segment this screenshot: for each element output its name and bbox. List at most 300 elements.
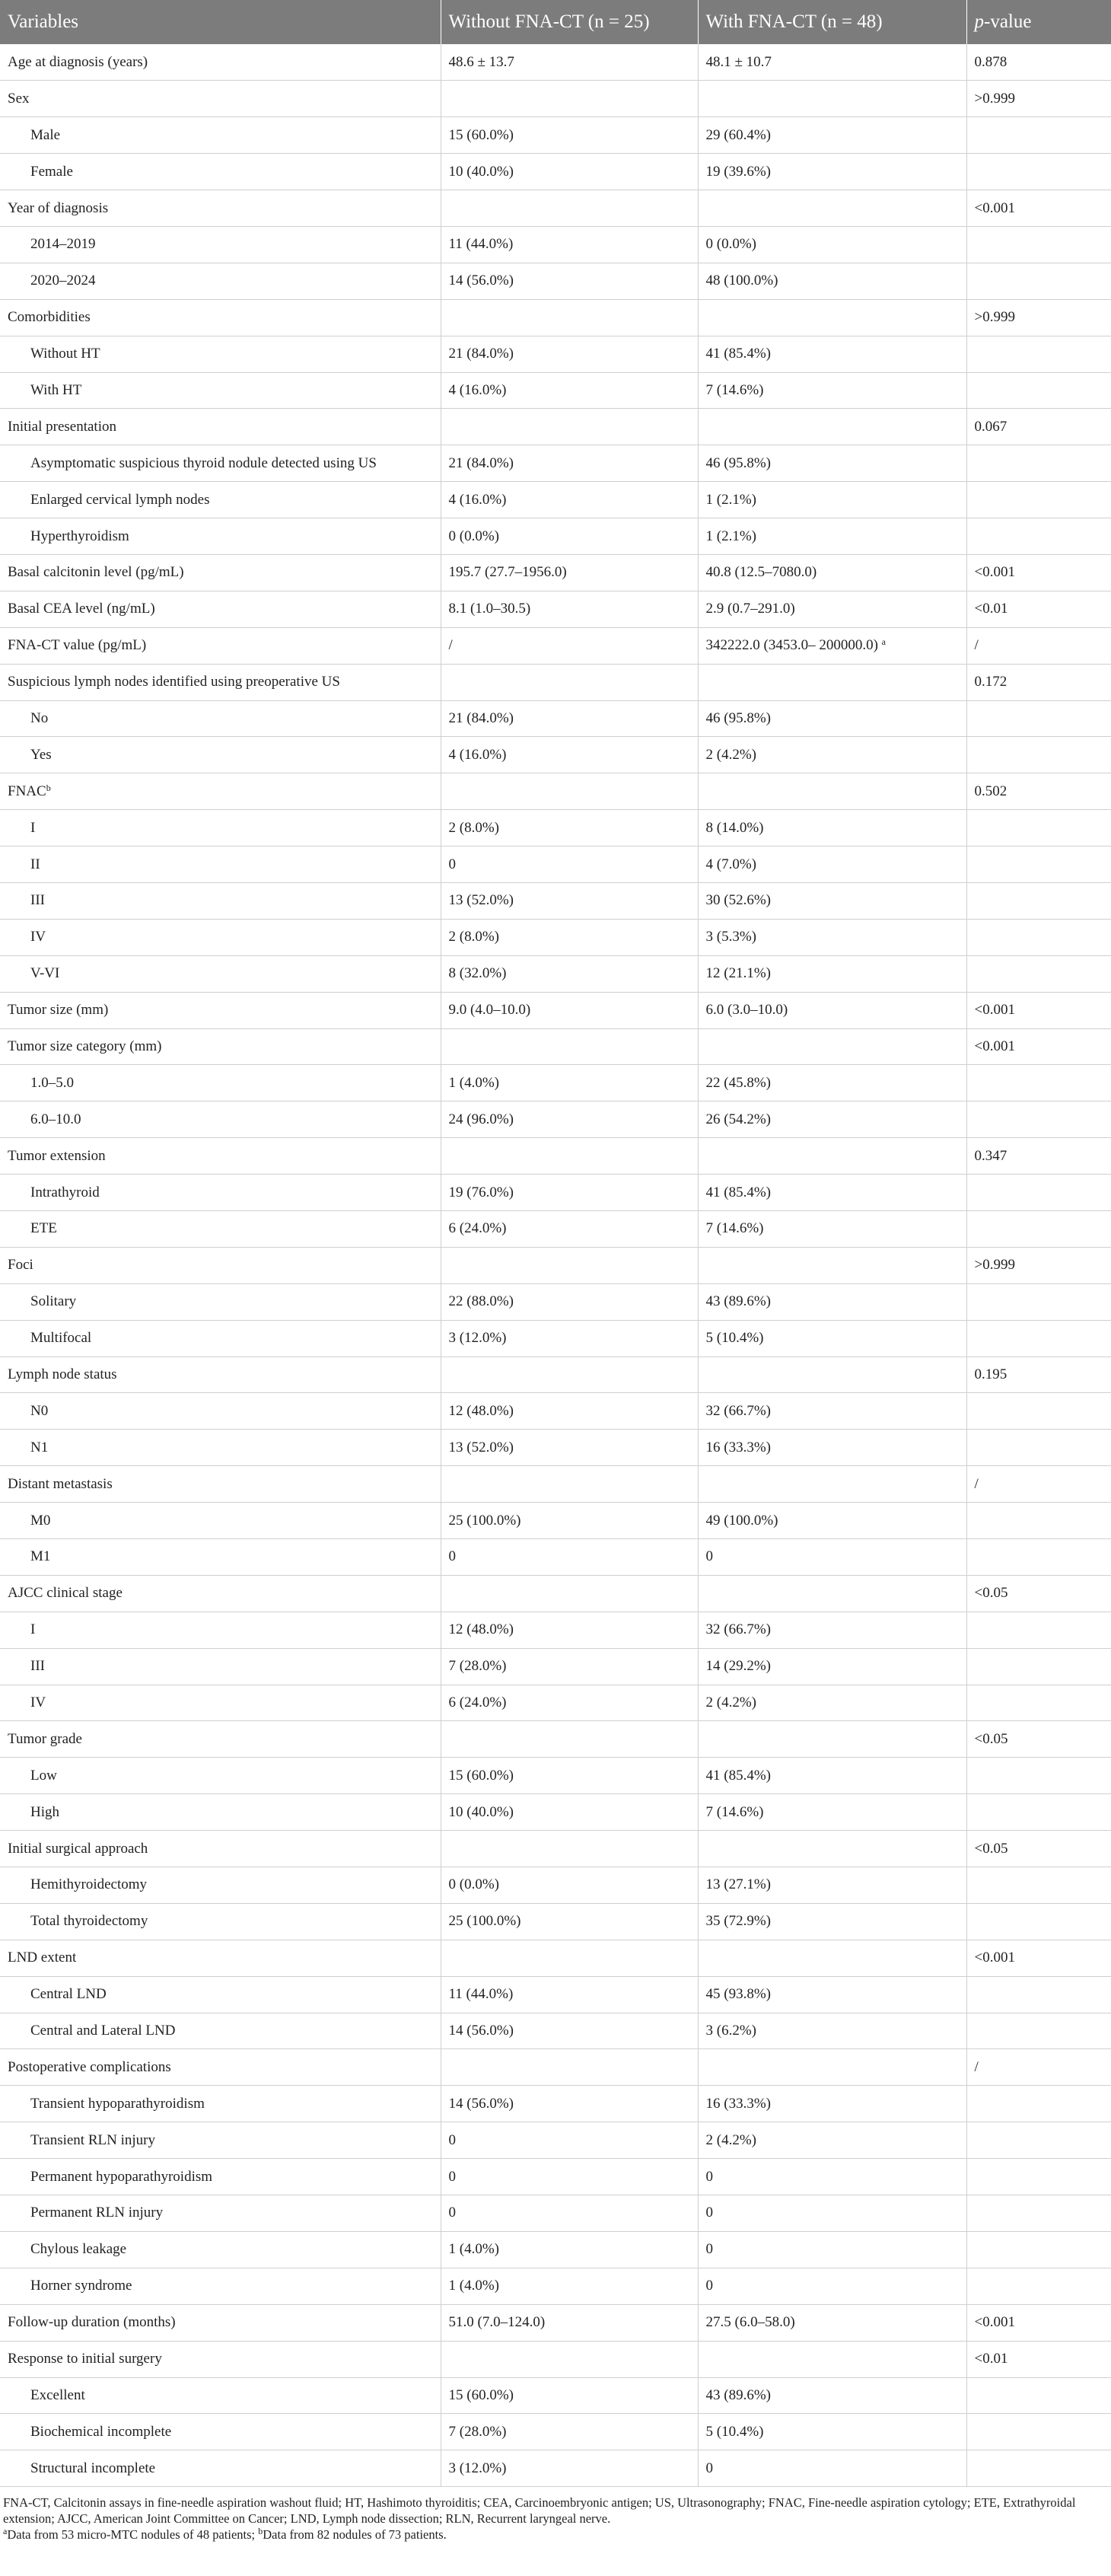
variable-cell-text: ETE xyxy=(30,1220,57,1237)
variable-cell-text: III xyxy=(30,892,45,909)
without-fna-ct-cell xyxy=(441,1903,698,1940)
table-row-subcategory xyxy=(0,1685,1111,1721)
variable-cell-text: N0 xyxy=(30,1402,49,1419)
with-fna-ct-cell xyxy=(698,1175,966,1211)
variable-cell-text: III xyxy=(30,1658,45,1675)
header-p-letter: p xyxy=(974,11,984,32)
p-value-cell-text: <0.001 xyxy=(974,1002,1015,1019)
variable-cell xyxy=(0,1393,441,1430)
without-fna-ct-cell xyxy=(441,1940,698,1976)
with-fna-ct-cell-text: 32 (66.7%) xyxy=(705,1621,771,1638)
variable-cell xyxy=(0,1721,441,1758)
with-fna-ct-cell-text: 48.1 ± 10.7 xyxy=(705,53,772,70)
p-value-cell-text: / xyxy=(974,1475,979,1492)
without-fna-ct-cell xyxy=(441,1028,698,1065)
with-fna-ct-cell xyxy=(698,2159,966,2195)
table-row-subcategory xyxy=(0,700,1111,737)
p-value-cell-text: >0.999 xyxy=(974,309,1015,326)
variable-cell xyxy=(0,1867,441,1904)
variable-cell xyxy=(0,1903,441,1940)
with-fna-ct-cell xyxy=(698,1503,966,1539)
variable-cell xyxy=(0,518,441,555)
with-fna-ct-cell xyxy=(698,1721,966,1758)
with-fna-ct-cell-text: 19 (39.6%) xyxy=(705,163,771,180)
p-value-cell-text: <0.001 xyxy=(974,199,1015,216)
variable-cell-text: 6.0–10.0 xyxy=(30,1111,81,1127)
p-value-cell xyxy=(966,1503,1111,1539)
variable-cell-text: Lymph node status xyxy=(8,1366,117,1382)
without-fna-ct-cell xyxy=(441,2195,698,2232)
without-fna-ct-cell-text: 3 (12.0%) xyxy=(448,1330,507,1347)
table-row-subcategory xyxy=(0,2377,1111,2414)
without-fna-ct-cell xyxy=(441,2122,698,2159)
without-fna-ct-cell xyxy=(441,1430,698,1466)
table-row-subcategory xyxy=(0,2231,1111,2268)
with-fna-ct-cell xyxy=(698,2450,966,2487)
without-fna-ct-cell xyxy=(441,1466,698,1503)
variable-cell xyxy=(0,1320,441,1357)
variable-cell xyxy=(0,846,441,883)
variable-cell-text: Yes xyxy=(30,746,52,763)
p-value-cell-text: / xyxy=(974,637,979,654)
without-fna-ct-cell xyxy=(441,919,698,955)
p-value-cell-text: <0.001 xyxy=(974,1950,1015,1966)
p-value-cell xyxy=(966,81,1111,117)
without-fna-ct-cell xyxy=(441,299,698,336)
p-value-cell-text: <0.05 xyxy=(974,1730,1008,1747)
table-row-subcategory xyxy=(0,2086,1111,2122)
p-value-cell xyxy=(966,2414,1111,2450)
p-value-cell xyxy=(966,336,1111,372)
without-fna-ct-cell xyxy=(441,737,698,773)
table-row-variable xyxy=(0,773,1111,810)
variable-cell-text: M0 xyxy=(30,1512,51,1529)
p-value-cell xyxy=(966,1175,1111,1211)
footnote-abbreviations: FNA-CT, Calcitonin assays in fine-needle aspiration washout fluid; HT, Hashimoto thyroiditis; CEA, Carcinoembryonic antigen; US, Ultrasonography; FNAC, Fine-needle aspiration cytology; ETE, Extrathyroidal extension; AJCC, American Joint Committee on Cancer; LND, Lymph node dissection; RLN, Recurrent laryngeal nerve. xyxy=(3,2495,1076,2527)
variable-cell-text: Female xyxy=(30,163,73,180)
without-fna-ct-cell-text: 9.0 (4.0–10.0) xyxy=(448,1002,531,1019)
variable-cell-text: Solitary xyxy=(30,1293,77,1310)
variable-cell-text: Asymptomatic suspicious thyroid nodule detected using US xyxy=(30,454,377,471)
variable-cell-text: Tumor size (mm) xyxy=(8,1002,109,1019)
p-value-cell xyxy=(966,2013,1111,2049)
p-value-cell xyxy=(966,810,1111,846)
without-fna-ct-cell xyxy=(441,1867,698,1904)
with-fna-ct-cell xyxy=(698,1831,966,1867)
variable-cell xyxy=(0,2268,441,2304)
with-fna-ct-cell xyxy=(698,627,966,664)
table-row-variable xyxy=(0,44,1111,81)
variable-cell-text: Distant metastasis xyxy=(8,1475,113,1492)
without-fna-ct-cell xyxy=(441,591,698,627)
variable-cell xyxy=(0,1612,441,1648)
without-fna-ct-cell xyxy=(441,226,698,263)
table-row-variable xyxy=(0,81,1111,117)
table-row-variable xyxy=(0,190,1111,227)
variable-cell-text: Hyperthyroidism xyxy=(30,528,129,544)
variable-cell-text: Basal calcitonin level (pg/mL) xyxy=(8,564,184,581)
without-fna-ct-cell-text: 21 (84.0%) xyxy=(448,709,514,726)
without-fna-ct-cell xyxy=(441,664,698,700)
without-fna-ct-cell-text: 1 (4.0%) xyxy=(448,2278,499,2294)
variable-cell xyxy=(0,482,441,518)
with-fna-ct-cell xyxy=(698,955,966,992)
p-value-cell xyxy=(966,1138,1111,1175)
without-fna-ct-cell xyxy=(441,882,698,919)
table-row-subcategory xyxy=(0,2159,1111,2195)
variable-cell xyxy=(0,1211,441,1248)
variable-cell xyxy=(0,700,441,737)
p-value-cell xyxy=(966,1539,1111,1576)
variable-cell xyxy=(0,1065,441,1101)
with-fna-ct-cell xyxy=(698,1794,966,1831)
p-value-cell xyxy=(966,2122,1111,2159)
with-fna-ct-cell xyxy=(698,1575,966,1612)
table-row-variable xyxy=(0,664,1111,700)
without-fna-ct-cell xyxy=(441,773,698,810)
with-fna-ct-cell-text: 14 (29.2%) xyxy=(705,1658,771,1675)
without-fna-ct-cell-text: 2 (8.0%) xyxy=(448,819,499,836)
without-fna-ct-cell xyxy=(441,2450,698,2487)
without-fna-ct-cell-text: 0 (0.0%) xyxy=(448,1876,499,1893)
with-fna-ct-cell-text: 5 (10.4%) xyxy=(705,1330,764,1347)
p-value-cell xyxy=(966,263,1111,299)
p-value-cell xyxy=(966,2268,1111,2304)
without-fna-ct-cell xyxy=(441,2049,698,2086)
table-row-subcategory xyxy=(0,336,1111,372)
variable-cell-text: Central and Lateral LND xyxy=(30,2023,176,2039)
without-fna-ct-cell-text: 1 (4.0%) xyxy=(448,1074,499,1091)
table-row-subcategory xyxy=(0,2450,1111,2487)
p-value-cell xyxy=(966,2341,1111,2377)
header-value-suffix: -value xyxy=(984,11,1032,32)
with-fna-ct-cell xyxy=(698,846,966,883)
variable-cell-text: Permanent RLN injury xyxy=(30,2205,164,2221)
with-fna-ct-cell-text: 1 (2.1%) xyxy=(705,491,756,508)
without-fna-ct-cell-text: 14 (56.0%) xyxy=(448,273,514,289)
p-value-cell xyxy=(966,2304,1111,2341)
with-fna-ct-cell-text: 0 xyxy=(705,2168,713,2185)
variable-cell-text: FNA-CT value (pg/mL) xyxy=(8,637,147,654)
p-value-cell-text: >0.999 xyxy=(974,90,1015,107)
with-fna-ct-cell-text: 48 (100.0%) xyxy=(705,273,778,289)
with-fna-ct-cell xyxy=(698,1612,966,1648)
variable-cell-text: With HT xyxy=(30,381,82,398)
p-value-cell xyxy=(966,554,1111,591)
variable-cell xyxy=(0,445,441,482)
with-fna-ct-cell xyxy=(698,1976,966,2013)
table-row-variable xyxy=(0,992,1111,1028)
without-fna-ct-cell-text: 10 (40.0%) xyxy=(448,1803,514,1820)
table-row-subcategory xyxy=(0,1539,1111,1576)
with-fna-ct-cell xyxy=(698,1247,966,1283)
table-row-subcategory xyxy=(0,1503,1111,1539)
variable-cell-text: IV xyxy=(30,929,46,945)
table-row-subcategory xyxy=(0,919,1111,955)
variable-cell xyxy=(0,627,441,664)
variable-cell xyxy=(0,81,441,117)
without-fna-ct-cell xyxy=(441,810,698,846)
with-fna-ct-cell xyxy=(698,1466,966,1503)
with-fna-ct-cell-text: 0 xyxy=(705,1548,713,1565)
variable-cell-text: Suspicious lymph nodes identified using preoperative US xyxy=(8,674,340,690)
with-fna-ct-cell-text: 27.5 (6.0–58.0) xyxy=(705,2314,795,2331)
variable-cell-text: Without HT xyxy=(30,346,100,362)
variable-cell xyxy=(0,2341,441,2377)
variable-cell-text: Basal CEA level (ng/mL) xyxy=(8,601,155,617)
without-fna-ct-cell xyxy=(441,1503,698,1539)
footnote-a-text: Data from 53 micro-MTC nodules of 48 patients; xyxy=(7,2527,259,2543)
with-fna-ct-cell-text: 30 (52.6%) xyxy=(705,892,771,909)
without-fna-ct-cell-text: 7 (28.0%) xyxy=(448,2423,507,2440)
variable-cell-text: No xyxy=(30,709,49,726)
without-fna-ct-cell-text: 12 (48.0%) xyxy=(448,1402,514,1419)
p-value-cell xyxy=(966,154,1111,190)
without-fna-ct-cell xyxy=(441,846,698,883)
p-value-cell xyxy=(966,882,1111,919)
without-fna-ct-cell-text: 8 (32.0%) xyxy=(448,965,507,982)
with-fna-ct-cell xyxy=(698,1357,966,1393)
without-fna-ct-cell-text: 1 (4.0%) xyxy=(448,2241,499,2258)
without-fna-ct-cell-text: 0 xyxy=(448,2131,456,2148)
with-fna-ct-cell-text: 0 xyxy=(705,2205,713,2221)
without-fna-ct-cell-text: 14 (56.0%) xyxy=(448,2095,514,2112)
without-fna-ct-cell xyxy=(441,1283,698,1320)
p-value-cell-text: 0.195 xyxy=(974,1366,1008,1382)
variable-cell-text: Foci xyxy=(8,1257,33,1274)
with-fna-ct-cell xyxy=(698,1539,966,1576)
with-fna-ct-cell-footnote-mark: a xyxy=(881,636,886,648)
p-value-cell xyxy=(966,1357,1111,1393)
header-without-fna-ct: Without FNA-CT (n = 25) xyxy=(441,0,698,44)
table-row-variable xyxy=(0,299,1111,336)
without-fna-ct-cell-text: 10 (40.0%) xyxy=(448,163,514,180)
p-value-cell xyxy=(966,299,1111,336)
without-fna-ct-cell xyxy=(441,1794,698,1831)
with-fna-ct-cell xyxy=(698,1430,966,1466)
p-value-cell xyxy=(966,1211,1111,1248)
variable-cell-text: Tumor size category (mm) xyxy=(8,1038,162,1054)
with-fna-ct-cell-text: 7 (14.6%) xyxy=(705,1803,764,1820)
variable-cell-text: Hemithyroidectomy xyxy=(30,1876,148,1893)
p-value-cell xyxy=(966,1794,1111,1831)
with-fna-ct-cell xyxy=(698,2231,966,2268)
without-fna-ct-cell-text: 0 xyxy=(448,2168,456,2185)
variable-cell xyxy=(0,190,441,227)
with-fna-ct-cell-text: 4 (7.0%) xyxy=(705,856,756,872)
without-fna-ct-cell-text: 48.6 ± 13.7 xyxy=(448,53,514,70)
table-row-subcategory xyxy=(0,737,1111,773)
variable-cell-text: LND extent xyxy=(8,1950,77,1966)
with-fna-ct-cell-text: 43 (89.6%) xyxy=(705,2386,771,2403)
variable-cell-text: Multifocal xyxy=(30,1330,92,1347)
variable-cell-text: Tumor grade xyxy=(8,1730,82,1747)
variable-cell xyxy=(0,2013,441,2049)
variable-cell xyxy=(0,263,441,299)
variable-cell xyxy=(0,2450,441,2487)
variable-cell xyxy=(0,2377,441,2414)
table-row-subcategory xyxy=(0,154,1111,190)
p-value-cell xyxy=(966,482,1111,518)
footnote-b-mark: b xyxy=(258,2526,263,2537)
with-fna-ct-cell xyxy=(698,554,966,591)
without-fna-ct-cell-text: 0 xyxy=(448,2205,456,2221)
variable-cell-text: Chylous leakage xyxy=(30,2241,127,2258)
with-fna-ct-cell-text: 41 (85.4%) xyxy=(705,1767,771,1784)
without-fna-ct-cell xyxy=(441,1138,698,1175)
with-fna-ct-cell xyxy=(698,1758,966,1794)
without-fna-ct-cell xyxy=(441,81,698,117)
p-value-cell xyxy=(966,955,1111,992)
with-fna-ct-cell xyxy=(698,299,966,336)
p-value-cell xyxy=(966,2086,1111,2122)
with-fna-ct-cell-text: 16 (33.3%) xyxy=(705,2095,771,2112)
without-fna-ct-cell-text: 8.1 (1.0–30.5) xyxy=(448,601,531,617)
variable-cell xyxy=(0,882,441,919)
with-fna-ct-cell xyxy=(698,1393,966,1430)
variable-cell-text: Initial surgical approach xyxy=(8,1840,148,1857)
table-row-subcategory xyxy=(0,1612,1111,1648)
without-fna-ct-cell xyxy=(441,1831,698,1867)
p-value-cell xyxy=(966,992,1111,1028)
variable-cell xyxy=(0,1575,441,1612)
table-row-variable xyxy=(0,1466,1111,1503)
p-value-cell xyxy=(966,664,1111,700)
with-fna-ct-cell-text: 0 xyxy=(705,2241,713,2258)
without-fna-ct-cell xyxy=(441,2231,698,2268)
with-fna-ct-cell xyxy=(698,1283,966,1320)
table-row-variable xyxy=(0,1138,1111,1175)
p-value-cell xyxy=(966,700,1111,737)
variable-cell-text: Initial presentation xyxy=(8,418,116,435)
with-fna-ct-cell xyxy=(698,1211,966,1248)
p-value-cell-text: <0.001 xyxy=(974,564,1015,581)
p-value-cell-text: >0.999 xyxy=(974,1257,1015,1274)
variable-cell xyxy=(0,1138,441,1175)
p-value-cell xyxy=(966,1903,1111,1940)
variable-cell xyxy=(0,773,441,810)
p-value-cell-text: <0.05 xyxy=(974,1840,1008,1857)
without-fna-ct-cell xyxy=(441,1175,698,1211)
without-fna-ct-cell xyxy=(441,445,698,482)
without-fna-ct-cell xyxy=(441,263,698,299)
with-fna-ct-cell-text: 2.9 (0.7–291.0) xyxy=(705,601,795,617)
with-fna-ct-cell xyxy=(698,44,966,81)
with-fna-ct-cell xyxy=(698,2341,966,2377)
with-fna-ct-cell-text: 49 (100.0%) xyxy=(705,1512,778,1529)
without-fna-ct-cell-text: 0 (0.0%) xyxy=(448,528,499,544)
with-fna-ct-cell xyxy=(698,737,966,773)
p-value-cell xyxy=(966,1612,1111,1648)
variable-cell-text: Transient RLN injury xyxy=(30,2131,155,2148)
p-value-cell xyxy=(966,1976,1111,2013)
p-value-cell xyxy=(966,226,1111,263)
without-fna-ct-cell xyxy=(441,1721,698,1758)
with-fna-ct-cell xyxy=(698,1101,966,1138)
with-fna-ct-cell-text: 7 (14.6%) xyxy=(705,381,764,398)
header-variables: Variables xyxy=(0,0,441,44)
without-fna-ct-cell xyxy=(441,1976,698,2013)
with-fna-ct-cell-text: 43 (89.6%) xyxy=(705,1293,771,1310)
with-fna-ct-cell xyxy=(698,190,966,227)
variable-cell xyxy=(0,1940,441,1976)
variable-cell-text: 2014–2019 xyxy=(30,236,96,253)
table-row-subcategory xyxy=(0,1320,1111,1357)
with-fna-ct-cell-text: 40.8 (12.5–7080.0) xyxy=(705,564,817,581)
header-p-value xyxy=(966,0,1111,44)
p-value-cell xyxy=(966,1831,1111,1867)
variable-cell-text: Low xyxy=(30,1767,57,1784)
footnote-a-mark: a xyxy=(3,2526,8,2537)
table-row-subcategory xyxy=(0,1758,1111,1794)
without-fna-ct-cell-text: 13 (52.0%) xyxy=(448,1439,514,1455)
without-fna-ct-cell xyxy=(441,2013,698,2049)
with-fna-ct-cell-text: 41 (85.4%) xyxy=(705,1184,771,1200)
table-row-subcategory xyxy=(0,263,1111,299)
table-row-variable xyxy=(0,2049,1111,2086)
with-fna-ct-cell xyxy=(698,1685,966,1721)
table-row-subcategory xyxy=(0,1648,1111,1685)
p-value-cell-text: 0.172 xyxy=(974,674,1008,690)
p-value-cell xyxy=(966,1247,1111,1283)
table-body xyxy=(0,44,1111,2487)
without-fna-ct-cell xyxy=(441,554,698,591)
with-fna-ct-cell xyxy=(698,810,966,846)
p-value-cell xyxy=(966,1101,1111,1138)
table-row-variable xyxy=(0,1831,1111,1867)
p-value-cell-text: <0.01 xyxy=(974,601,1008,617)
with-fna-ct-cell-text: 45 (93.8%) xyxy=(705,1986,771,2003)
without-fna-ct-cell-text: 195.7 (27.7–1956.0) xyxy=(448,564,567,581)
with-fna-ct-cell-text: 13 (27.1%) xyxy=(705,1876,771,1893)
p-value-cell xyxy=(966,2049,1111,2086)
variable-cell-text: I xyxy=(30,819,36,836)
p-value-cell xyxy=(966,1430,1111,1466)
table-row-variable xyxy=(0,1028,1111,1065)
variable-cell xyxy=(0,919,441,955)
with-fna-ct-cell xyxy=(698,336,966,372)
without-fna-ct-cell-text: 4 (16.0%) xyxy=(448,491,507,508)
variable-cell-text: Sex xyxy=(8,90,30,107)
table-row-variable xyxy=(0,1357,1111,1393)
without-fna-ct-cell-text: 0 xyxy=(448,856,456,872)
without-fna-ct-cell-text: 4 (16.0%) xyxy=(448,746,507,763)
variable-cell xyxy=(0,737,441,773)
without-fna-ct-cell-text: 0 xyxy=(448,1548,456,1565)
p-value-cell xyxy=(966,2195,1111,2232)
with-fna-ct-cell-text: 16 (33.3%) xyxy=(705,1439,771,1455)
variable-cell xyxy=(0,2195,441,2232)
without-fna-ct-cell-text: 14 (56.0%) xyxy=(448,2023,514,2039)
p-value-cell xyxy=(966,1320,1111,1357)
table-row-subcategory xyxy=(0,1175,1111,1211)
table-row-subcategory xyxy=(0,1794,1111,1831)
table-row-subcategory xyxy=(0,810,1111,846)
with-fna-ct-cell-text: 1 (2.1%) xyxy=(705,528,756,544)
with-fna-ct-cell xyxy=(698,2414,966,2450)
table-row-subcategory xyxy=(0,1867,1111,1904)
without-fna-ct-cell-text: 15 (60.0%) xyxy=(448,1767,514,1784)
p-value-cell-text: <0.01 xyxy=(974,2351,1008,2367)
table-row-variable xyxy=(0,1247,1111,1283)
variable-cell-text: V-VI xyxy=(30,965,60,982)
table-row-subcategory xyxy=(0,482,1111,518)
with-fna-ct-cell xyxy=(698,2013,966,2049)
without-fna-ct-cell xyxy=(441,2304,698,2341)
variable-cell-text: Male xyxy=(30,126,61,143)
table-row-subcategory xyxy=(0,1211,1111,1248)
with-fna-ct-cell-text: 35 (72.9%) xyxy=(705,1913,771,1930)
